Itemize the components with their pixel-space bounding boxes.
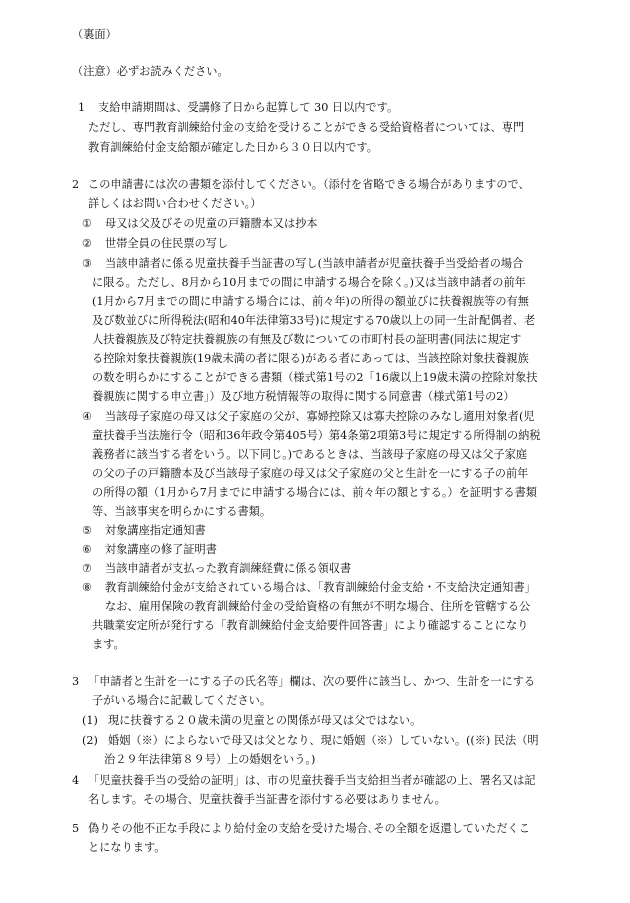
item-line: 対象講座指定通知書 bbox=[105, 524, 206, 537]
item-mark: ① bbox=[82, 217, 93, 230]
notice-heading: （注意）必ずお読みください。 bbox=[72, 65, 229, 78]
section-line: 教育訓練給付金支給額が確定した日から３０日以内です。 bbox=[88, 141, 378, 154]
item-line: の所得の額（1月から7月までに申請する場合には、前々年の額とする。）を証明する書類 bbox=[92, 486, 537, 499]
section-line: 偽りその他不正な手段により給付金の支給を受けた場合､その全額を返還していただくこ bbox=[88, 822, 530, 835]
item-mark: ⑤ bbox=[82, 524, 93, 537]
item-line: の数を明らかにすることができる書類（様式第1号の2「16歳以上19歳未満の控除対象扶 bbox=[92, 371, 538, 384]
section-line: 名します。その場合、児童扶養手当証書を添付する必要はありません。 bbox=[88, 793, 446, 806]
section-number: 4 bbox=[72, 774, 80, 787]
item-mark: ③ bbox=[82, 257, 93, 270]
section-line: 子がいる場合に記載してください。 bbox=[92, 694, 272, 707]
section-number: 5 bbox=[72, 822, 80, 835]
item-line: 当該申請者が支払った教育訓練経費に係る領収書 bbox=[105, 562, 352, 575]
section-line: 「申請者と生計を一にする子の氏名等」欄は、次の要件に該当し、かつ、生計を一にする bbox=[88, 675, 536, 688]
item-mark: ② bbox=[82, 237, 93, 250]
item-mark: (1) bbox=[82, 714, 98, 727]
item-line: の父の子の戸籍謄本及び当該母子家庭の母又は父子家庭の父と生計を一にする子の前年 bbox=[92, 467, 529, 480]
section-4 bbox=[0, 771, 630, 811]
item-line: なお、雇用保険の教育訓練給付金の受給資格の有無が不明な場合、住所を管轄する公 bbox=[105, 600, 531, 613]
item-line: 養親族に関する申立書」）及び地方税情報等の取得に関する同意書（様式第1号の2） bbox=[92, 390, 515, 403]
section-number: 2 bbox=[72, 178, 80, 191]
section-line: 詳しくはお問い合わせください。） bbox=[88, 197, 262, 210]
item-line: る控除対象扶養親族(19歳未満の者に限る)がある者にあっては、当該控除対象扶養親族 bbox=[92, 352, 529, 365]
item-line: 母又は父及びその児童の戸籍謄本又は抄本 bbox=[105, 217, 318, 230]
item-line: 共職業安定所が発行する「教育訓練給付金支給要件回答書」により確認することになり bbox=[92, 619, 529, 632]
item-line: 教育訓練給付金が支給されている場合は、「教育訓練給付金支給・不支給決定通知書」 bbox=[105, 581, 536, 594]
item-line: 童扶養手当法施行令（昭和36年政令第405号）第4条第2項第3号に規定する所得制の納税 bbox=[92, 429, 541, 442]
item-mark: (2) bbox=[82, 734, 98, 747]
item-line: 当該申請者に係る児童扶養手当証書の写し(当該申請者が児童扶養手当受給者の場合 bbox=[105, 257, 524, 270]
item-line: に限る。ただし、8月から10月までの間に申請する場合を除く。)又は当該申請者の前年 bbox=[92, 276, 526, 289]
item-line: 現に扶養する２０歳未満の児童との関係が母又は父ではない。 bbox=[108, 714, 422, 727]
item-line: 対象講座の修了証明書 bbox=[105, 543, 217, 556]
page-header: （裏面） bbox=[72, 28, 117, 41]
section-number: 1 bbox=[78, 101, 86, 114]
item-line: 治２９年法律第８９号）上の婚姻をいう。) bbox=[104, 753, 316, 766]
item-mark: ⑧ bbox=[82, 581, 93, 594]
item-line: 義務者に該当する者をいう。以下同じ。)であるときは、当該母子家庭の母又は父子家庭 bbox=[92, 448, 528, 461]
section-5 bbox=[0, 819, 630, 859]
section-3 bbox=[0, 672, 630, 772]
item-line: 婚姻（※）によらないで母又は父となり、現に婚姻（※）していない。((※) 民法（明 bbox=[108, 734, 539, 747]
section-line: 「児童扶養手当の受給の証明」は、市の児童扶養手当支給担当者が確認の上、署名又は記 bbox=[88, 774, 536, 787]
section-number: 3 bbox=[72, 675, 80, 688]
section-line: ただし、専門教育訓練給付金の支給を受けることができる受給資格者については、専門 bbox=[88, 121, 525, 134]
item-line: 当該母子家庭の母又は父子家庭の父が、寡婦控除又は寡夫控除のみなし適用対象者(児 bbox=[105, 410, 535, 423]
item-mark: ⑥ bbox=[82, 543, 93, 556]
section-line: この申請書には次の書類を添付してください。（添付を省略できる場合がありますので、 bbox=[88, 178, 530, 191]
section-1 bbox=[0, 98, 630, 158]
item-mark: ④ bbox=[82, 410, 93, 423]
item-line: 及び数並びに所得税法(昭和40年法律第33号)に規定する70歳以上の同一生計配偶者、老 bbox=[92, 314, 536, 327]
item-line: (1月から7月までの間に申請する場合には、前々年)の所得の額並びに扶養親族等の有無 bbox=[92, 295, 529, 308]
item-mark: ⑦ bbox=[82, 562, 93, 575]
section-2 bbox=[0, 175, 630, 651]
item-line: ます。 bbox=[92, 638, 125, 651]
section-line: 支給申請期間は、受講修了日から起算して 30 日以内です。 bbox=[98, 101, 399, 114]
item-line: 等、当該事実を明らかにする書類。 bbox=[92, 505, 272, 518]
item-line: 人扶養親族及び特定扶養親族の有無及び数についての市町村長の証明書(同法に規定す bbox=[92, 333, 522, 346]
section-line: とになります。 bbox=[88, 841, 166, 854]
item-line: 世帯全員の住民票の写し bbox=[105, 237, 229, 250]
